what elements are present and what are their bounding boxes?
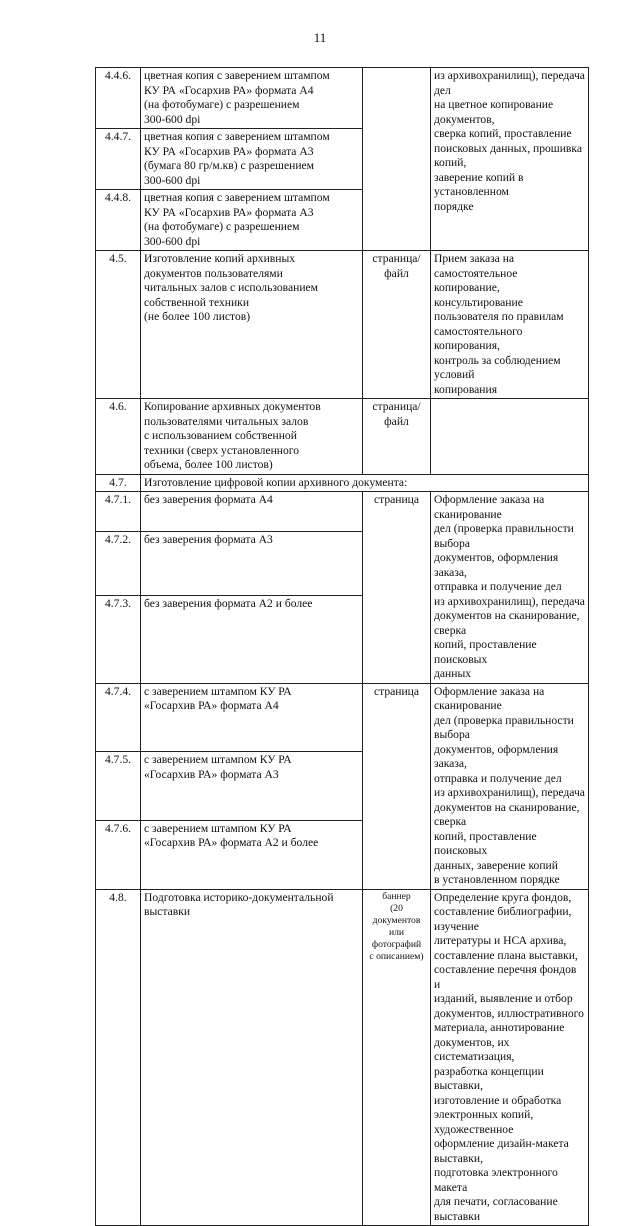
service-name: без заверения формата А3 (141, 531, 363, 595)
service-name: Изготовление копий архивных документов пользователями читальных залов с использованием собственной техники (не более 100 листов) (141, 251, 363, 399)
row-number: 4.7.1. (96, 492, 141, 532)
table-row (96, 251, 589, 399)
table-row (96, 889, 589, 1226)
service-name: цветная копия с заверением штампом КУ РА «Госархив РА» формата А4 (на фотобумаге) с разрешением 300-600 dpi (141, 68, 363, 129)
row-number: 4.4.8. (96, 190, 141, 251)
procedure-cell: Оформление заказа на сканирование дел (проверка правильности выбора документов, оформления заказа, отправка и получение дел из архивохранилищ), передача документов на сканирование, сверка копий, проставление поисковых данных (431, 492, 589, 684)
table-row (96, 492, 589, 532)
unit-cell (363, 68, 431, 251)
unit-cell: страница (363, 683, 431, 889)
row-number: 4.6. (96, 399, 141, 475)
row-number: 4.7.2. (96, 531, 141, 595)
row-number: 4.7.3. (96, 595, 141, 683)
procedure-cell: из архивохранилищ), передача дел на цветное копирование документов, сверка копий, проставление поисковых данных, прошивка копий, заверение копий в установленном порядке (431, 68, 589, 251)
procedure-cell: Прием заказа на самостоятельное копирование, консультирование пользователя по правилам самостоятельного копирования, контроль за соблюдением условий копирования (431, 251, 589, 399)
service-name: цветная копия с заверением штампом КУ РА «Госархив РА» формата А3 (бумага 80 гр/м.кв) с разрешением 300-600 dpi (141, 129, 363, 190)
procedure-cell: Оформление заказа на сканирование дел (проверка правильности выбора документов, оформления заказа, отправка и получение дел из архивохранилищ), передача документов на сканирование, сверка копий, проставление поисковых данных, заверение копий в установленном порядке (431, 683, 589, 889)
unit-cell: страница/ файл (363, 251, 431, 399)
section-heading: Изготовление цифровой копии архивного документа: (141, 474, 589, 492)
row-number: 4.4.6. (96, 68, 141, 129)
table-row (96, 399, 589, 475)
row-number: 4.7.5. (96, 752, 141, 821)
service-name: без заверения формата А2 и более (141, 595, 363, 683)
service-name: с заверением штампом КУ РА «Госархив РА» формата А3 (141, 752, 363, 821)
table-row (96, 474, 589, 492)
service-name: Подготовка историко-документальной выставки (141, 889, 363, 1226)
page-number: 11 (313, 30, 327, 45)
row-number: 4.5. (96, 251, 141, 399)
procedure-cell: Определение круга фондов, составление библиографии, изучение литературы и НСА архива, составление плана выставки, составление перечня фондов и изданий, выявление и отбор документов, иллюстративного материала, аннотирование документов, их систематизация, разработка концепции выставки, изготовление и обработка электронных копий, художественное оформление дизайн-макета выставки, подготовка электронного макета для печати, согласование выставки (431, 889, 589, 1226)
row-number: 4.7. (96, 474, 141, 492)
table-row (96, 68, 589, 129)
service-name: без заверения формата А4 (141, 492, 363, 532)
row-number: 4.4.7. (96, 129, 141, 190)
service-name: Копирование архивных документов пользователями читальных залов с использованием собственной техники (сверх установленного объема, более 100 листов) (141, 399, 363, 475)
tariff-table (95, 67, 589, 1226)
table-row (96, 683, 589, 752)
unit-cell: страница (363, 492, 431, 684)
service-name: цветная копия с заверением штампом КУ РА «Госархив РА» формата А3 (на фотобумаге) с разрешением 300-600 dpi (141, 190, 363, 251)
unit-cell: страница/ файл (363, 399, 431, 475)
unit-cell: баннер (20 документов или фотографий с описанием) (363, 889, 431, 1226)
procedure-cell (431, 399, 589, 475)
row-number: 4.8. (96, 889, 141, 1226)
service-name: с заверением штампом КУ РА «Госархив РА» формата А2 и более (141, 820, 363, 889)
row-number: 4.7.4. (96, 683, 141, 752)
service-name: с заверением штампом КУ РА «Госархив РА» формата А4 (141, 683, 363, 752)
row-number: 4.7.6. (96, 820, 141, 889)
